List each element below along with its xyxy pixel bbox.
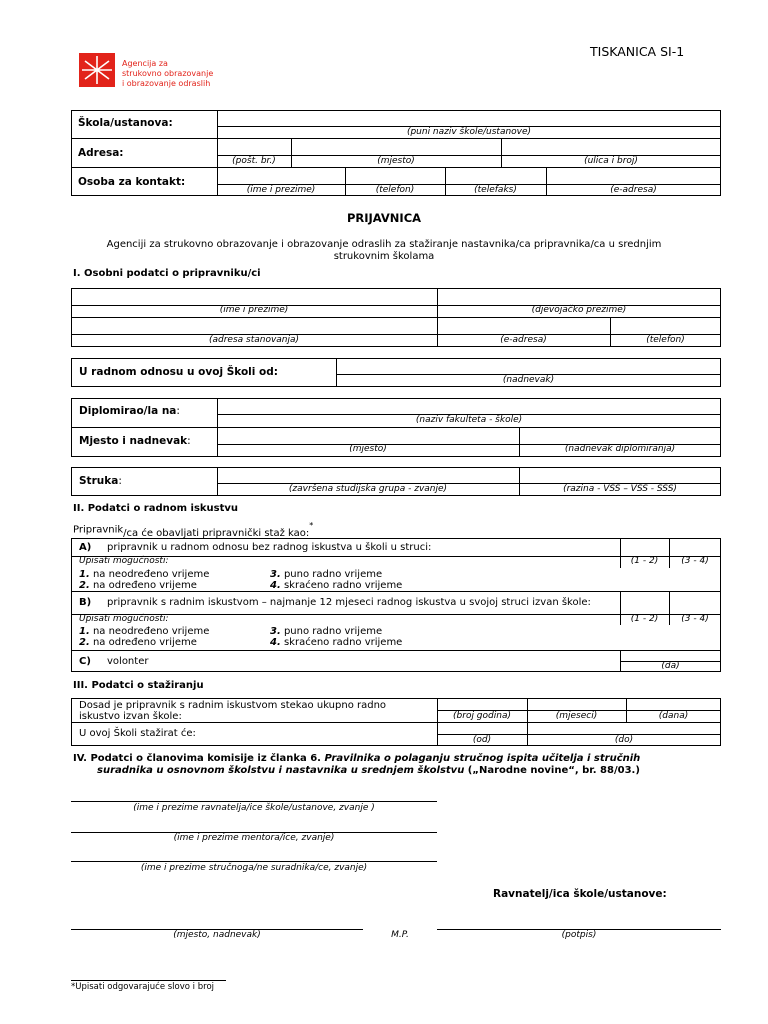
profession-input[interactable] [219, 469, 517, 481]
place-date-input[interactable] [71, 915, 363, 927]
graduation-place-input[interactable] [219, 430, 517, 442]
contact-email-input[interactable] [548, 170, 719, 182]
postal-code-input[interactable] [219, 141, 289, 153]
option-a-3: 3. puno radno vrijeme [270, 569, 383, 580]
section1-heading: I. Osobni podatci o pripravniku/ci [73, 268, 261, 279]
section4-heading-line2 [97, 765, 640, 776]
options-label-b: Upisati mogućnosti: [79, 614, 169, 624]
phone-input[interactable] [612, 320, 719, 332]
graduation-place-caption: (mjesto) [349, 444, 387, 454]
director-input[interactable] [71, 787, 437, 799]
place-colon: : [187, 435, 191, 447]
option-b-1: 1. na neodređeno vrijeme [79, 626, 210, 637]
logo-text-2: strukovno obrazovanje [122, 69, 214, 78]
mentor-input[interactable] [71, 818, 437, 830]
maiden-name-caption: (djevojačko prezime) [531, 305, 627, 315]
option-a-code2-input[interactable] [671, 541, 719, 553]
volunteer-input[interactable] [622, 651, 719, 660]
logo-mark-icon [79, 53, 115, 87]
months-caption: (mjeseci) [555, 711, 598, 721]
intro-line-2: strukovnim školama [333, 251, 435, 262]
option-c-text: volonter [107, 656, 149, 667]
contact-name-caption: (ime i prezime) [246, 185, 316, 195]
contact-fax-input[interactable] [447, 170, 544, 182]
option-b-2: 2. na određeno vrijeme [79, 637, 197, 648]
internship-row1-line1: Dosad je pripravnik s radnim iskustvom stekao ukupno radno [79, 700, 387, 711]
graduated-colon: : [176, 405, 180, 417]
logo-text-3: i obrazovanje odraslih [122, 79, 211, 88]
option-b-text: pripravnik s radnim iskustvom – najmanje 12 mjeseci radnog iskustva u svojoj struci izvan škole: [107, 597, 591, 608]
volunteer-caption: (da) [661, 661, 680, 671]
address-label: Adresa: [78, 147, 124, 159]
employment-date-input[interactable] [338, 360, 719, 372]
section2-heading: II. Podatci o radnom iskustvu [73, 503, 239, 514]
footnote: *Upisati odgovarajuće slovo i broj [71, 982, 215, 992]
logo-text-1: Agencija za [122, 59, 168, 68]
school-label: Škola/ustanova: [78, 117, 173, 129]
col12-caption-b: (1 - 2) [630, 614, 659, 624]
contact-fax-caption: (telefaks) [474, 185, 517, 195]
contact-email-caption: (e-adresa) [610, 185, 657, 195]
email-caption: (e-adresa) [500, 335, 547, 345]
option-a-code1-input[interactable] [622, 541, 667, 553]
section4-heading-line2-plain: („Narodne novine“, br. 88/03.) [464, 765, 640, 776]
intro-line-1: Agenciji za strukovno obrazovanje i obrazovanje odraslih za stažiranje nastavnika/ca pripravnika/ca u srednjim [106, 239, 662, 250]
city-caption: (mjesto) [377, 156, 415, 166]
months-input[interactable] [529, 699, 624, 709]
street-caption: (ulica i broj) [584, 156, 638, 166]
option-a-2: 2. na određeno vrijeme [79, 580, 197, 591]
graduation-date-caption: (nadnevak diplomiranja) [564, 444, 676, 454]
section3-heading: III. Podatci o stažiranju [73, 680, 204, 691]
school-input[interactable] [219, 112, 719, 124]
street-input[interactable] [503, 141, 719, 153]
col34-caption-a: (3 - 4) [681, 556, 709, 566]
graduated-label: Diplomirao/la na [79, 405, 177, 417]
associate-caption: (ime i prezime stručnoga/ne suradnika/ce, zvanje) [140, 863, 368, 873]
years-caption: (broj godina) [453, 711, 511, 721]
contact-name-input[interactable] [219, 170, 343, 182]
page-title: PRIJAVNICA [346, 211, 422, 225]
to-caption: (do) [614, 735, 634, 745]
profession-label-group [79, 475, 122, 487]
faculty-input[interactable] [219, 400, 719, 412]
director-caption: (ime i prezime ravnatelja/ice škole/ustanove, zvanje ) [133, 803, 375, 813]
intro-part-a: Pripravnik [73, 524, 124, 536]
education-level-caption: (razina - VSS – VSS - SSS) [563, 484, 677, 494]
signature-caption: (potpis) [561, 930, 597, 940]
from-date-input[interactable] [439, 723, 525, 733]
option-b-4: 4. skraćeno radno vrijeme [270, 637, 403, 648]
associate-line [71, 861, 437, 862]
name-caption: (ime i prezime) [219, 305, 289, 315]
home-address-input[interactable] [73, 320, 435, 332]
to-date-input[interactable] [529, 723, 719, 733]
option-a-text: pripravnik u radnom odnosu bez radnog iskustva u školi u struci: [107, 542, 432, 553]
section4-heading-plain: IV. Podatci o članovima komisije iz članka 6. [73, 753, 325, 764]
internship-row1-line2: iskustvo izvan škole: [79, 711, 182, 722]
option-b-code1-input[interactable] [622, 596, 667, 608]
name-input[interactable] [73, 291, 435, 303]
section4-heading-italic: Pravilnika o polaganju stručnog ispita učitelja i stručnih [324, 753, 641, 764]
place-label-group [79, 435, 191, 447]
director-label: Ravnatelj/ica škole/ustanove: [493, 888, 667, 900]
employment-date-caption: (nadnevak) [502, 375, 555, 385]
mentor-caption: (ime i prezime mentora/ice, zvanje) [173, 833, 335, 843]
faculty-caption: (naziv fakulteta - škole) [415, 415, 523, 425]
contact-label: Osoba za kontakt: [78, 176, 186, 188]
education-level-input[interactable] [521, 469, 719, 481]
intro-footnote-mark: * [309, 521, 314, 530]
section4-heading-line2-italic: suradnika u osnovnom školstvu i nastavnika u srednjem školstvu [97, 765, 465, 776]
internship-row2-text: U ovoj Školi stažirat će: [79, 728, 196, 739]
option-b-3: 3. puno radno vrijeme [270, 626, 383, 637]
option-b-letter: B) [79, 597, 92, 608]
section4-heading-line1 [73, 753, 640, 764]
contact-phone-caption: (telefon) [375, 185, 415, 195]
signature-input[interactable] [437, 915, 721, 927]
profession-caption: (završena studijska grupa - zvanje) [288, 484, 448, 494]
footnote-rule [71, 980, 226, 981]
email-input[interactable] [439, 320, 608, 332]
logo [79, 53, 214, 89]
section2-intro [73, 521, 314, 540]
place-label: Mjesto i nadnevak [79, 435, 188, 447]
city-input[interactable] [293, 141, 499, 153]
option-c-letter: C) [79, 656, 91, 667]
days-input[interactable] [628, 699, 719, 709]
intro-part-b: /ca će obavljati pripravnički staž kao: [123, 528, 310, 540]
place-date-caption: (mjesto, nadnevak) [173, 930, 261, 940]
col12-caption-a: (1 - 2) [630, 556, 659, 566]
school-caption: (puni naziv škole/ustanove) [406, 127, 532, 137]
director-line [71, 801, 437, 802]
postal-code-caption: (pošt. br.) [232, 156, 276, 166]
employment-label: U radnom odnosu u ovoj Školi od: [79, 366, 278, 378]
options-label-a: Upisati mogućnosti: [79, 556, 169, 566]
graduation-date-input[interactable] [521, 430, 719, 442]
option-a-4: 4. skraćeno radno vrijeme [270, 580, 403, 591]
option-a-letter: A) [79, 542, 92, 553]
profession-colon: : [118, 475, 122, 487]
profession-label: Struka [79, 475, 119, 487]
option-b-code2-input[interactable] [671, 596, 719, 608]
phone-caption: (telefon) [646, 335, 685, 345]
option-a-1: 1. na neodređeno vrijeme [79, 569, 210, 580]
maiden-name-input[interactable] [439, 291, 719, 303]
form-code: TISKANICA SI-1 [590, 44, 685, 59]
years-input[interactable] [439, 699, 525, 709]
contact-phone-input[interactable] [347, 170, 443, 182]
graduated-label-group [79, 405, 180, 417]
associate-input[interactable] [71, 847, 437, 859]
days-caption: (dana) [658, 711, 689, 721]
stamp-caption: M.P. [391, 930, 409, 940]
home-address-caption: (adresa stanovanja) [208, 335, 300, 345]
from-caption: (od) [472, 735, 492, 745]
col34-caption-b: (3 - 4) [681, 614, 709, 624]
